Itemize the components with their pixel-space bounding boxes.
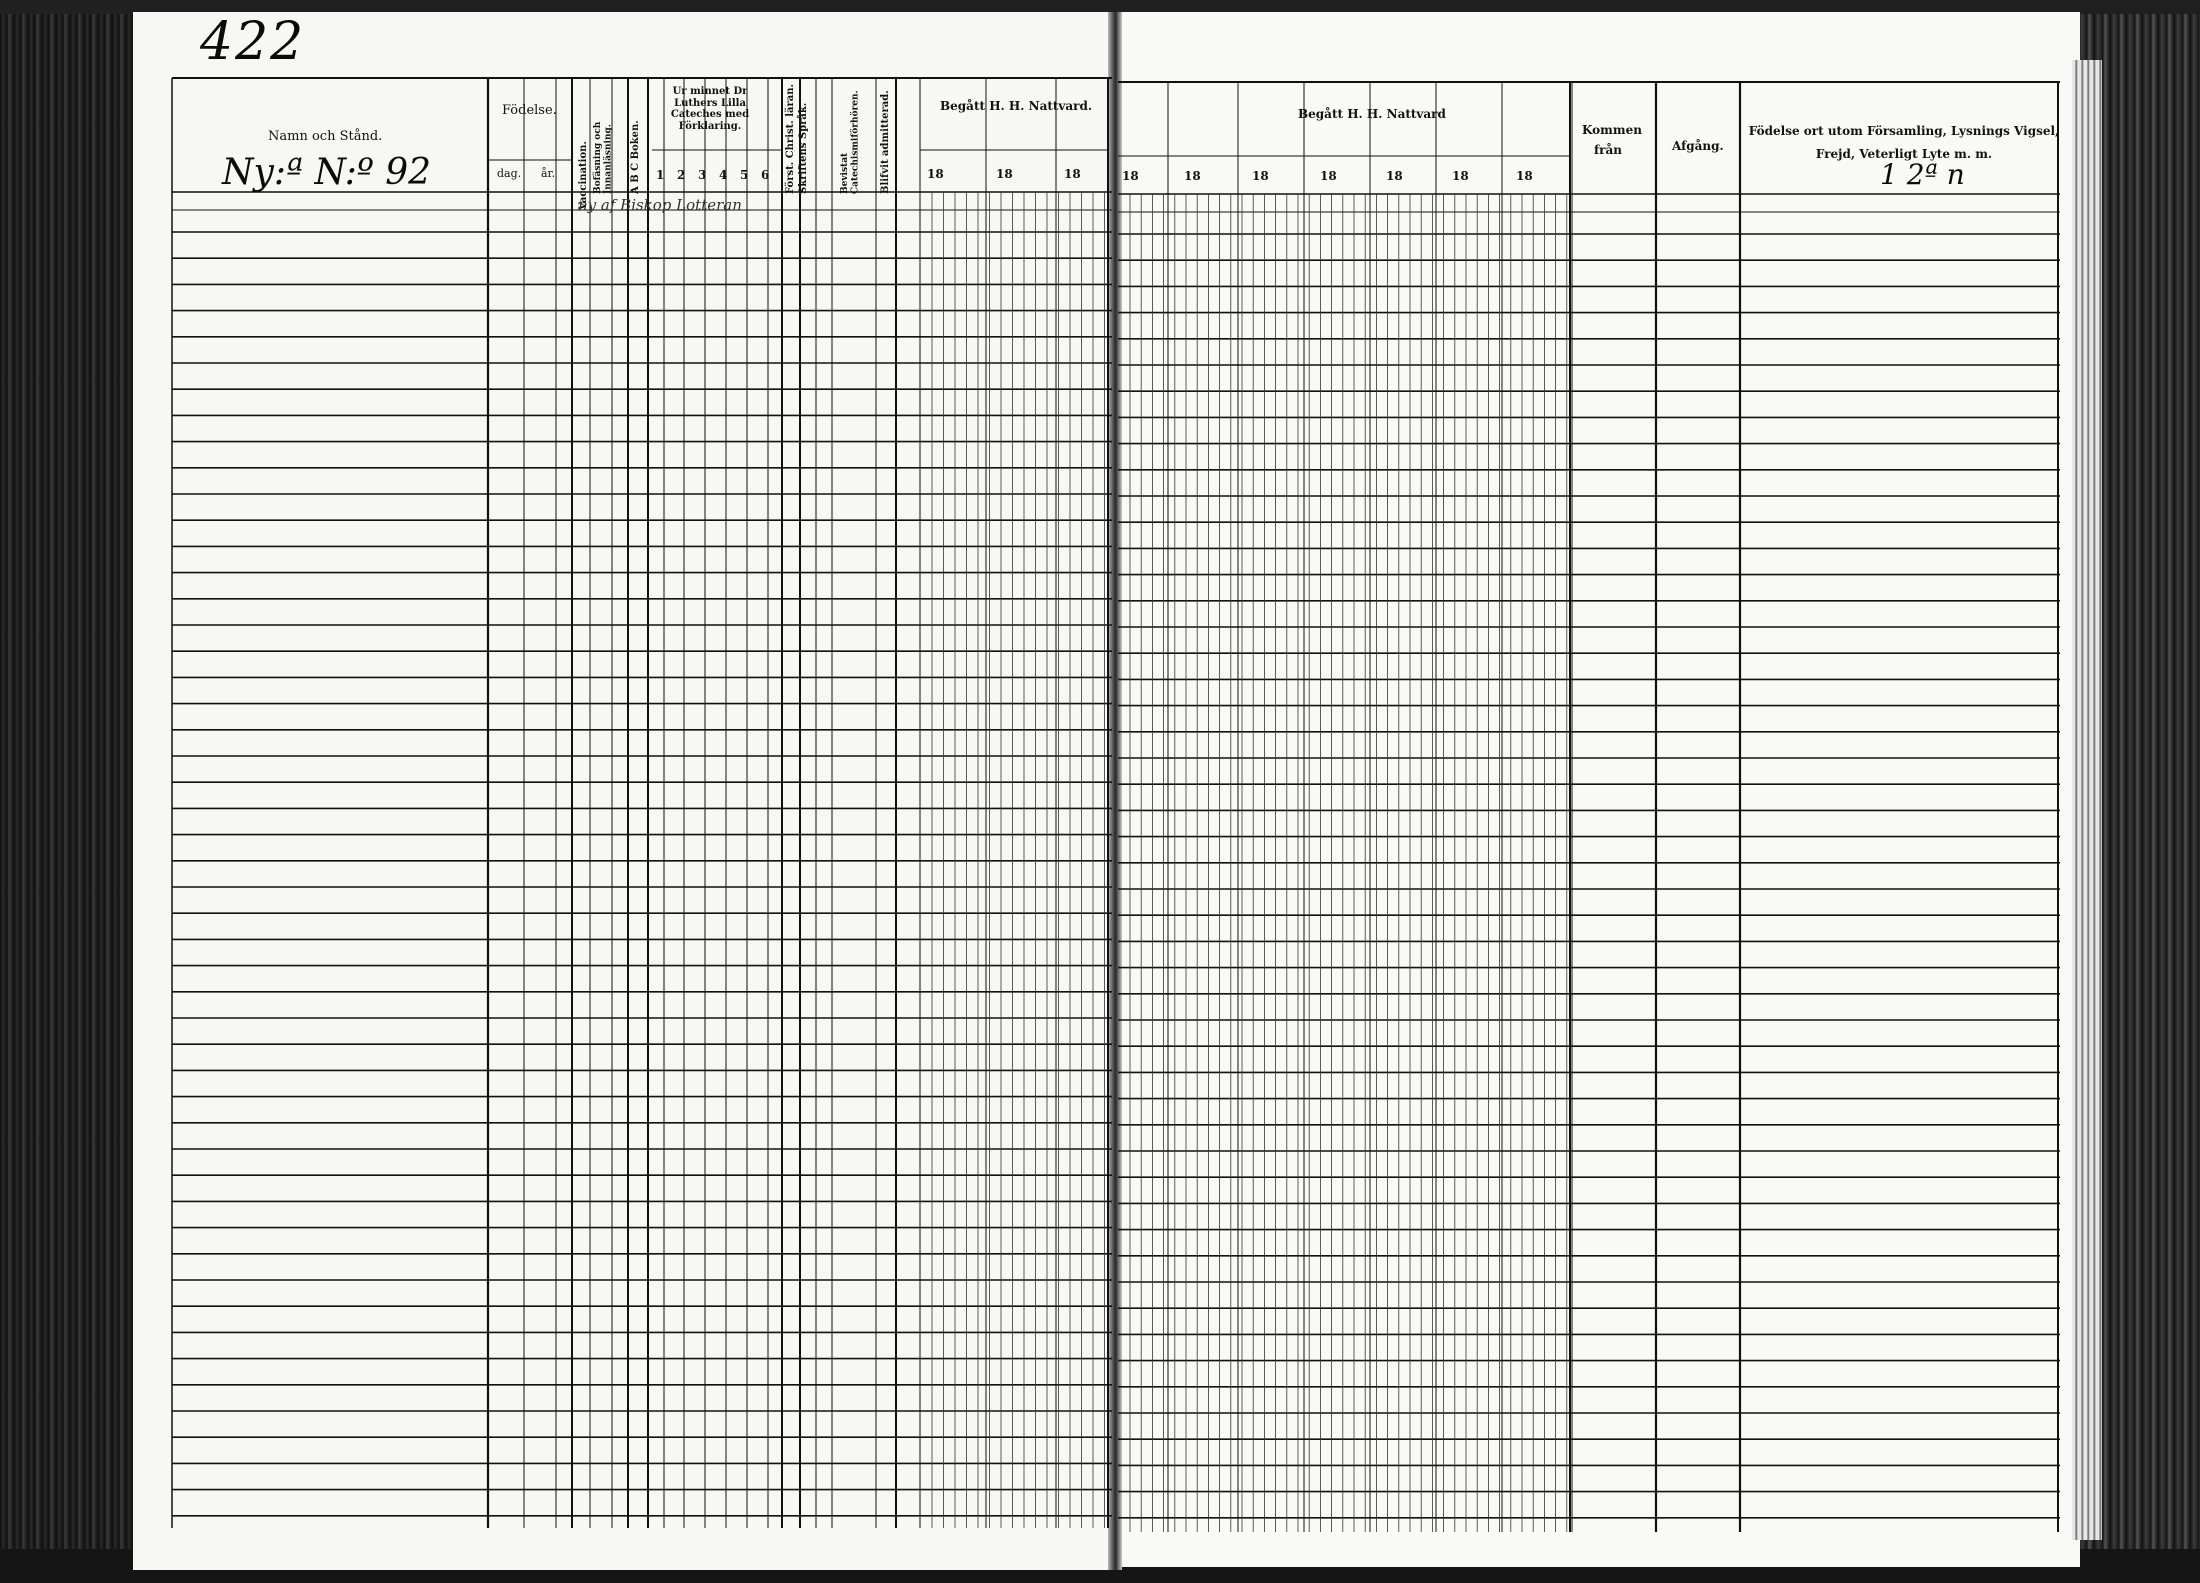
entry-number: Ny:ª N:º 92 <box>222 152 432 193</box>
communion-header-left: Begått H. H. Nattvard. <box>940 99 1093 113</box>
arrived-from-header: Kommen från <box>1582 123 1642 158</box>
catechism-part-2: 2 <box>677 168 686 182</box>
catechism-book-header: Bevistat Catechismiförhören. <box>840 90 861 194</box>
catechism-parts <box>652 168 780 184</box>
year-label-r3: 18 <box>1252 169 1269 183</box>
year-label-l3: 18 <box>1064 167 1081 181</box>
birth-day-header: dag. <box>497 167 522 180</box>
christianity-header: Först. Christ. läran. <box>785 84 796 194</box>
year-label-r6: 18 <box>1452 169 1469 183</box>
remarks-header: Födelse ort utom Församling, Lysnings Vigsel, Frejd, Veterligt Lyte m. m. <box>1748 124 2060 161</box>
year-label-r1: 18 <box>1122 169 1139 183</box>
catechism-part-6: 6 <box>761 168 770 182</box>
birth-year-header: år. <box>541 167 556 180</box>
name-column-header: Namn och Stånd. <box>268 129 383 144</box>
reading-header: Bofäsning och Innanläsning. <box>593 121 614 194</box>
scripture-header: Skriftens Språk. <box>798 102 809 194</box>
catechism-part-4: 4 <box>719 168 728 182</box>
year-label-r2: 18 <box>1184 169 1201 183</box>
handwritten-note-row1: ny af Biskop Lotteran <box>578 196 742 214</box>
page-number: 422 <box>200 12 306 72</box>
catechism-header: Ur minnet Dr Luthers Lilla Cateches med Förklaring. <box>670 86 750 132</box>
admitted-header: Blifvit admitterad. <box>880 90 891 194</box>
departure-header: Afgång. <box>1672 139 1724 153</box>
birth-header: Födelse. <box>502 103 557 118</box>
catechism-part-3: 3 <box>698 168 707 182</box>
year-label-r7: 18 <box>1516 169 1533 183</box>
abc-book-header: A B C Boken. <box>630 120 641 194</box>
year-label-r4: 18 <box>1320 169 1337 183</box>
year-label-l2: 18 <box>996 167 1013 181</box>
year-label-l1: 18 <box>927 167 944 181</box>
catechism-part-5: 5 <box>740 168 749 182</box>
catechism-part-1: 1 <box>656 168 665 182</box>
remarks-handwritten-mark: 1 2ª n <box>1880 158 1965 191</box>
year-label-r5: 18 <box>1386 169 1403 183</box>
communion-header-right: Begått H. H. Nattvard <box>1298 107 1446 121</box>
vaccination-header: Vaccination. <box>578 141 589 210</box>
